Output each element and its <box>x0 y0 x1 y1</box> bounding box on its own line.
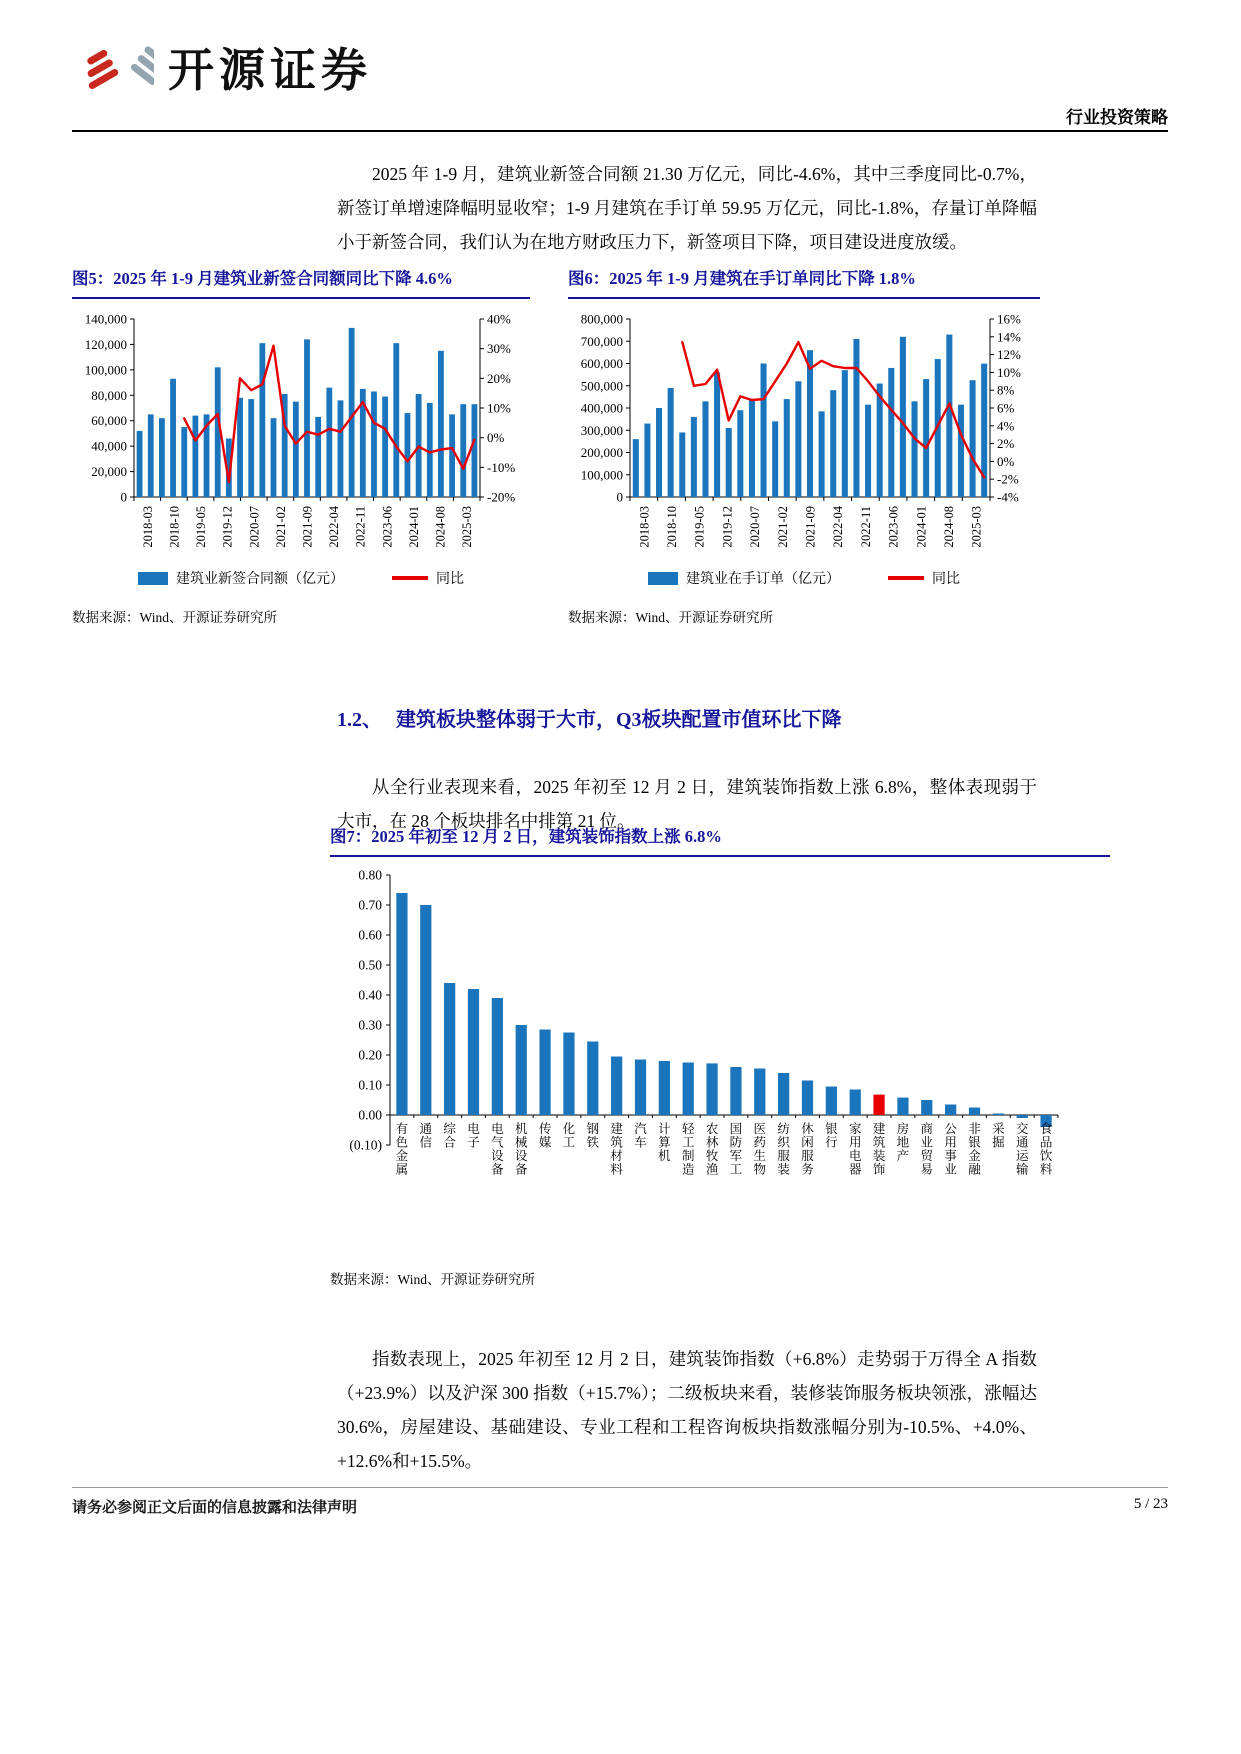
svg-text:商业贸易: 商业贸易 <box>920 1122 934 1177</box>
svg-text:10%: 10% <box>997 364 1021 380</box>
svg-text:2019-05: 2019-05 <box>692 506 707 548</box>
figure6-title: 图6：2025 年 1-9 月建筑在手订单同比下降 1.8% <box>568 268 1040 299</box>
svg-text:140,000: 140,000 <box>84 311 127 327</box>
svg-text:2023-06: 2023-06 <box>886 506 901 548</box>
svg-text:建筑装饰: 建筑装饰 <box>872 1122 886 1177</box>
footer-disclaimer: 请务必参阅正文后面的信息披露和法律声明 <box>72 1500 358 1516</box>
svg-text:2022-11: 2022-11 <box>353 506 368 548</box>
svg-text:2022-11: 2022-11 <box>858 506 873 548</box>
svg-text:200,000: 200,000 <box>580 445 623 460</box>
svg-text:采掘: 采掘 <box>992 1122 1005 1150</box>
svg-text:2023-06: 2023-06 <box>380 506 395 548</box>
svg-text:2018-03: 2018-03 <box>637 506 652 548</box>
svg-text:2024-08: 2024-08 <box>941 506 956 548</box>
svg-text:2018-10: 2018-10 <box>665 506 680 548</box>
header-divider <box>72 130 1168 132</box>
svg-text:2025-03: 2025-03 <box>460 506 475 548</box>
figure-6 <box>568 268 1040 626</box>
svg-text:2018-03: 2018-03 <box>140 506 155 548</box>
page-header <box>72 34 1168 130</box>
footer-divider <box>72 1487 1168 1488</box>
figure7-chart <box>330 865 1110 1250</box>
svg-text:16%: 16% <box>997 311 1021 327</box>
doc-type-label: 行业投资策略 <box>1066 108 1168 127</box>
svg-text:2024-01: 2024-01 <box>406 506 421 548</box>
svg-text:0.40: 0.40 <box>358 987 382 1003</box>
svg-text:化工: 化工 <box>562 1122 576 1150</box>
svg-text:0: 0 <box>616 489 623 505</box>
figure5-chart <box>72 307 530 566</box>
svg-text:0.70: 0.70 <box>358 897 382 913</box>
bar-series-swatch <box>648 572 678 585</box>
svg-text:6%: 6% <box>997 400 1015 416</box>
svg-text:0.10: 0.10 <box>358 1077 382 1093</box>
svg-text:10%: 10% <box>487 400 511 416</box>
figure5-legend <box>72 568 530 588</box>
svg-text:2024-08: 2024-08 <box>433 506 448 548</box>
svg-text:休闲服务: 休闲服务 <box>801 1122 814 1177</box>
svg-text:0.50: 0.50 <box>358 957 382 973</box>
figure6-legend <box>568 568 1040 588</box>
svg-text:2021-09: 2021-09 <box>300 506 315 548</box>
svg-text:0.60: 0.60 <box>358 927 382 943</box>
svg-text:700,000: 700,000 <box>580 333 623 349</box>
bar-series-label: 建筑业新签合同额（亿元） <box>176 572 344 587</box>
svg-text:500,000: 500,000 <box>580 378 623 394</box>
line-series-swatch <box>392 576 428 580</box>
kaiyuan-logo-icon <box>80 36 154 98</box>
svg-text:汽车: 汽车 <box>634 1122 647 1150</box>
bar-series-swatch <box>138 572 168 585</box>
line-series-label: 同比 <box>436 572 464 587</box>
figure6-chart <box>568 307 1040 566</box>
svg-text:电气设备: 电气设备 <box>491 1122 504 1177</box>
svg-text:800,000: 800,000 <box>580 311 623 327</box>
svg-text:公用事业: 公用事业 <box>944 1122 957 1177</box>
svg-text:40,000: 40,000 <box>91 438 127 454</box>
bar-series-label: 建筑业在手订单（亿元） <box>686 572 840 587</box>
figure-row <box>72 268 1168 626</box>
svg-text:-20%: -20% <box>487 489 516 505</box>
svg-text:2021-09: 2021-09 <box>803 506 818 548</box>
svg-text:0.20: 0.20 <box>358 1047 382 1063</box>
svg-text:2021-02: 2021-02 <box>775 506 790 548</box>
svg-text:0.30: 0.30 <box>358 1017 382 1033</box>
svg-text:2019-05: 2019-05 <box>194 506 209 548</box>
svg-text:食品饮料: 食品饮料 <box>1039 1122 1053 1177</box>
svg-text:家用电器: 家用电器 <box>848 1122 862 1177</box>
figure-7 <box>330 826 1110 1288</box>
svg-text:2018-10: 2018-10 <box>167 506 182 548</box>
paragraph-orders-summary: 2025 年 1-9 月，建筑业新签合同额 21.30 万亿元，同比-4.6%，其中三季度同比-0.7%，新签订单增速降幅明显收窄；1-9 月建筑在手订单 59.95 万亿元，同比-1.8%，存量订单降幅小于新签合同，我们认为在地方财政压力下，新签项目下降，项目建设进度放缓。 <box>337 163 1037 252</box>
svg-text:2020-07: 2020-07 <box>748 506 763 548</box>
svg-text:医药生物: 医药生物 <box>753 1122 767 1177</box>
svg-text:(0.10): (0.10) <box>349 1137 382 1153</box>
brand-name: 开源证券 <box>168 44 372 96</box>
svg-text:国防军工: 国防军工 <box>729 1122 743 1177</box>
svg-text:建筑材料: 建筑材料 <box>610 1122 623 1177</box>
svg-text:-4%: -4% <box>997 489 1019 505</box>
page-number: 5 / 23 <box>1133 1496 1168 1512</box>
svg-text:2022-04: 2022-04 <box>327 506 342 548</box>
svg-text:8%: 8% <box>997 382 1015 398</box>
svg-text:-2%: -2% <box>997 471 1019 487</box>
paragraph-sector-performance: 从全行业表现来看，2025 年初至 12 月 2 日，建筑装饰指数上涨 6.8%，整体表现弱于大市，在 28 个板块排名中排第 21 位。 <box>337 776 1037 831</box>
svg-text:传媒: 传媒 <box>538 1122 552 1150</box>
svg-text:40%: 40% <box>487 311 511 327</box>
svg-text:机械设备: 机械设备 <box>514 1122 528 1177</box>
svg-text:轻工制造: 轻工制造 <box>681 1122 695 1177</box>
svg-text:120,000: 120,000 <box>84 336 127 352</box>
svg-text:60,000: 60,000 <box>91 413 127 429</box>
svg-text:14%: 14% <box>997 329 1021 345</box>
svg-text:通信: 通信 <box>419 1122 433 1150</box>
svg-text:2020-07: 2020-07 <box>247 506 262 548</box>
svg-text:2025-03: 2025-03 <box>969 506 984 548</box>
svg-text:0: 0 <box>120 489 127 505</box>
figure6-source: 数据来源：Wind、开源证券研究所 <box>568 610 773 625</box>
svg-text:2021-02: 2021-02 <box>273 506 288 548</box>
svg-text:600,000: 600,000 <box>580 356 623 371</box>
svg-text:房地产: 房地产 <box>896 1122 910 1163</box>
svg-text:20%: 20% <box>487 370 511 386</box>
figure5-title: 图5：2025 年 1-9 月建筑业新签合同额同比下降 4.6% <box>72 268 530 299</box>
svg-text:20,000: 20,000 <box>91 464 127 480</box>
figure7-title: 图7：2025 年初至 12 月 2 日，建筑装饰指数上涨 6.8% <box>330 826 1110 857</box>
svg-text:0.80: 0.80 <box>358 867 382 883</box>
page-footer <box>72 1496 1168 1517</box>
svg-text:非银金融: 非银金融 <box>968 1122 981 1177</box>
svg-text:0.00: 0.00 <box>358 1107 382 1123</box>
svg-text:0%: 0% <box>487 430 505 446</box>
svg-text:有色金属: 有色金属 <box>395 1122 409 1177</box>
figure7-source: 数据来源：Wind、开源证券研究所 <box>330 1272 535 1287</box>
svg-text:电子: 电子 <box>467 1122 480 1150</box>
svg-text:100,000: 100,000 <box>580 467 623 483</box>
svg-text:农林牧渔: 农林牧渔 <box>705 1122 719 1177</box>
line-series-swatch <box>888 576 924 580</box>
figure-5 <box>72 268 530 626</box>
svg-text:银行: 银行 <box>825 1122 838 1150</box>
svg-text:300,000: 300,000 <box>580 422 623 438</box>
company-logo <box>80 34 372 100</box>
svg-text:交通运输: 交通运输 <box>1015 1122 1029 1177</box>
svg-text:纺织服装: 纺织服装 <box>777 1122 790 1177</box>
svg-text:钢铁: 钢铁 <box>586 1122 600 1150</box>
svg-text:-10%: -10% <box>487 459 516 475</box>
svg-text:计算机: 计算机 <box>658 1122 671 1163</box>
figure5-source: 数据来源：Wind、开源证券研究所 <box>72 610 277 625</box>
svg-text:80,000: 80,000 <box>91 387 127 403</box>
svg-text:2019-12: 2019-12 <box>720 506 735 548</box>
svg-text:2019-12: 2019-12 <box>220 506 235 548</box>
section-title: 建筑板块整体弱于大市，Q3板块配置市值环比下降 <box>396 709 842 731</box>
section-heading-1-2 <box>337 703 842 732</box>
svg-text:100,000: 100,000 <box>84 362 127 378</box>
line-series-label: 同比 <box>932 572 960 587</box>
svg-text:2%: 2% <box>997 436 1015 452</box>
svg-text:400,000: 400,000 <box>580 400 623 416</box>
svg-text:2022-04: 2022-04 <box>831 506 846 548</box>
paragraph-index-comparison: 指数表现上，2025 年初至 12 月 2 日，建筑装饰指数（+6.8%）走势弱于万得全 A 指数（+23.9%）以及沪深 300 指数（+15.7%）；二级板块来看，装修装饰服务板块领涨，涨幅达 30.6%，房屋建设、基础建设、专业工程和工程咨询板块指数涨幅分别为-10.5%、+4.0%、+12.6%和+15.5%。 <box>337 1348 1037 1471</box>
svg-text:综合: 综合 <box>443 1122 456 1150</box>
svg-text:0%: 0% <box>997 453 1015 469</box>
svg-text:12%: 12% <box>997 347 1021 363</box>
svg-text:2024-01: 2024-01 <box>914 506 929 548</box>
svg-text:4%: 4% <box>997 418 1015 434</box>
section-number: 1.2、 <box>337 709 382 731</box>
svg-text:30%: 30% <box>487 341 511 357</box>
